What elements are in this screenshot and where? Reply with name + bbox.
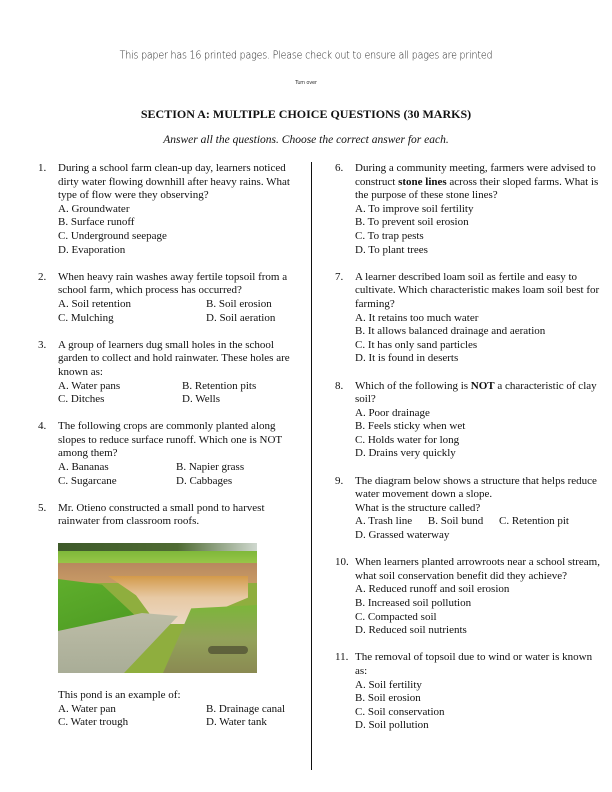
stem-emphasis: stone lines [398,175,447,188]
stem-text: Which of the following is [355,379,471,392]
question-10 [335,556,605,638]
options-grid [58,461,298,488]
option-c[interactable]: C. Underground seepage [58,229,167,242]
options-grid [58,703,298,730]
option-a[interactable]: A. Water pan [58,702,116,715]
question-number: 1. [38,162,47,174]
question-6 [335,162,605,257]
question-stem: The following crops are commonly planted along slopes to reduce surface runoff. Which one is NOT among them? [58,420,282,460]
printed-pages-notice: This paper has 16 printed pages. Please check out to ensure all pages are printed [119,49,493,62]
option-b[interactable]: B. Increased soil pollution [355,597,472,609]
tree-line [58,543,257,551]
question-number: 3. [38,338,47,351]
turn-over-note: Turn over [295,80,317,86]
option-a[interactable]: A. Bananas [58,461,109,474]
question-stem: The removal of topsoil due to wind or water is known as: [355,651,593,677]
question-4 [38,420,298,488]
option-b[interactable]: B. It allows balanced drainage and aeration [355,325,546,338]
option-c[interactable]: C. To trap pests [355,229,424,242]
option-d[interactable]: D. Cabbages [176,474,233,487]
question-follow-up: This pond is an example of: [58,689,181,702]
question-3 [38,339,298,407]
option-a[interactable]: A. Water pans [58,379,121,392]
question-number: 5. [38,501,47,514]
options-grid [58,298,298,325]
option-a[interactable]: A. Reduced runoff and soil erosion [355,583,510,596]
section-title: SECTION A: MULTIPLE CHOICE QUESTIONS (30 MARKS) [140,107,472,121]
question-number: 9. [335,474,344,487]
option-d[interactable]: D. Soil aeration [206,311,276,324]
option-b[interactable]: B. Feels sticky when wet [355,420,466,433]
question-2 [38,271,298,325]
option-c[interactable]: C. Holds water for long [355,433,460,446]
question-number: 2. [38,270,47,283]
question-stem: A group of learners dug small holes in the school garden to collect and hold rainwater. These holes are known as: [58,338,290,378]
question-sub-stem: What is the structure called? [355,501,481,514]
question-11 [335,651,605,733]
stem-text: a characteristic of clay soil? [355,379,597,406]
option-b[interactable]: B. To prevent soil erosion [355,216,469,229]
option-c[interactable]: C. Retention pit [498,515,569,528]
question-number: 10. [335,556,349,569]
question-stem: The diagram below shows a structure that helps reduce water movement down a slope. [355,474,597,501]
question-stem: During a school farm clean-up day, learners noticed dirty water flowing downhill after heavy rains. What type of flow were they observing? [58,162,290,202]
option-c[interactable]: C. Mulching [58,311,114,324]
left-column [38,162,298,743]
question-stem [355,162,605,203]
option-a[interactable]: A. It retains too much water [355,311,479,324]
option-b[interactable]: B. Surface runoff [58,216,135,229]
pond-photo [58,543,257,673]
option-c[interactable]: C. Compacted soil [355,610,437,623]
question-number: 7. [335,270,344,283]
option-d[interactable]: D. Soil pollution [355,719,429,732]
question-number: 6. [335,162,344,174]
option-a[interactable]: A. Soil fertility [355,678,422,691]
option-d[interactable]: D. Wells [182,393,221,406]
question-number: 4. [38,420,47,433]
option-d[interactable]: D. Water tank [206,716,267,729]
option-c[interactable]: C. It has only sand particles [355,338,478,351]
option-d[interactable]: D. Grassed waterway [355,529,450,542]
option-b[interactable]: B. Drainage canal [206,702,286,715]
option-d[interactable]: D. Reduced soil nutrients [355,624,467,637]
option-a[interactable]: A. To improve soil fertility [355,202,474,215]
option-a[interactable]: A. Groundwater [58,202,130,215]
question-stem: When heavy rain washes away fertile topsoil from a school farm, which process has occurred? [58,270,288,297]
column-divider [311,162,312,770]
option-d[interactable]: D. It is found in deserts [355,352,459,365]
question-stem: A learner described loam soil as fertile and easy to cultivate. Which characteristic makes loam soil best for farming? [355,270,600,310]
option-d[interactable]: D. Drains very quickly [355,447,456,460]
options-grid [58,380,298,407]
option-c[interactable]: C. Soil conservation [355,705,445,718]
option-b[interactable]: B. Napier grass [176,461,245,474]
question-number: 8. [335,379,344,392]
question-number: 11. [335,651,349,664]
question-7 [335,271,605,366]
option-c[interactable]: C. Water trough [58,716,129,729]
option-b[interactable]: B. Soil bund [427,515,484,528]
right-column [335,162,605,747]
options-row [355,515,605,529]
question-1 [38,162,298,257]
stem-emphasis: NOT [470,379,495,392]
option-b[interactable]: B. Retention pits [182,379,257,392]
stem-text: During a community meeting, farmers were advised to construct [355,162,596,188]
option-d[interactable]: D. Evaporation [58,243,126,256]
option-b[interactable]: B. Soil erosion [206,297,272,310]
instructions: Answer all the questions. Choose the correct answer for each. [163,134,449,146]
question-5 [38,502,298,730]
question-stem [355,380,605,407]
question-stem: Mr. Otieno constructed a small pond to harvest rainwater from classroom roofs. [58,501,265,528]
stem-text: across their sloped farms. What is the purpose of these stone lines? [355,175,599,202]
soil-patch [208,646,248,654]
option-c[interactable]: C. Sugarcane [58,474,117,487]
option-a[interactable]: A. Soil retention [58,297,132,310]
question-stem: When learners planted arrowroots near a school stream, what soil conservation benefit did they achieve? [355,556,600,582]
question-8 [335,380,605,462]
option-d[interactable]: D. To plant trees [355,243,428,256]
question-9 [335,475,605,543]
option-a[interactable]: A. Trash line [355,515,413,528]
option-c[interactable]: C. Ditches [58,393,105,406]
option-b[interactable]: B. Soil erosion [355,692,421,705]
option-a[interactable]: A. Poor drainage [355,406,430,419]
